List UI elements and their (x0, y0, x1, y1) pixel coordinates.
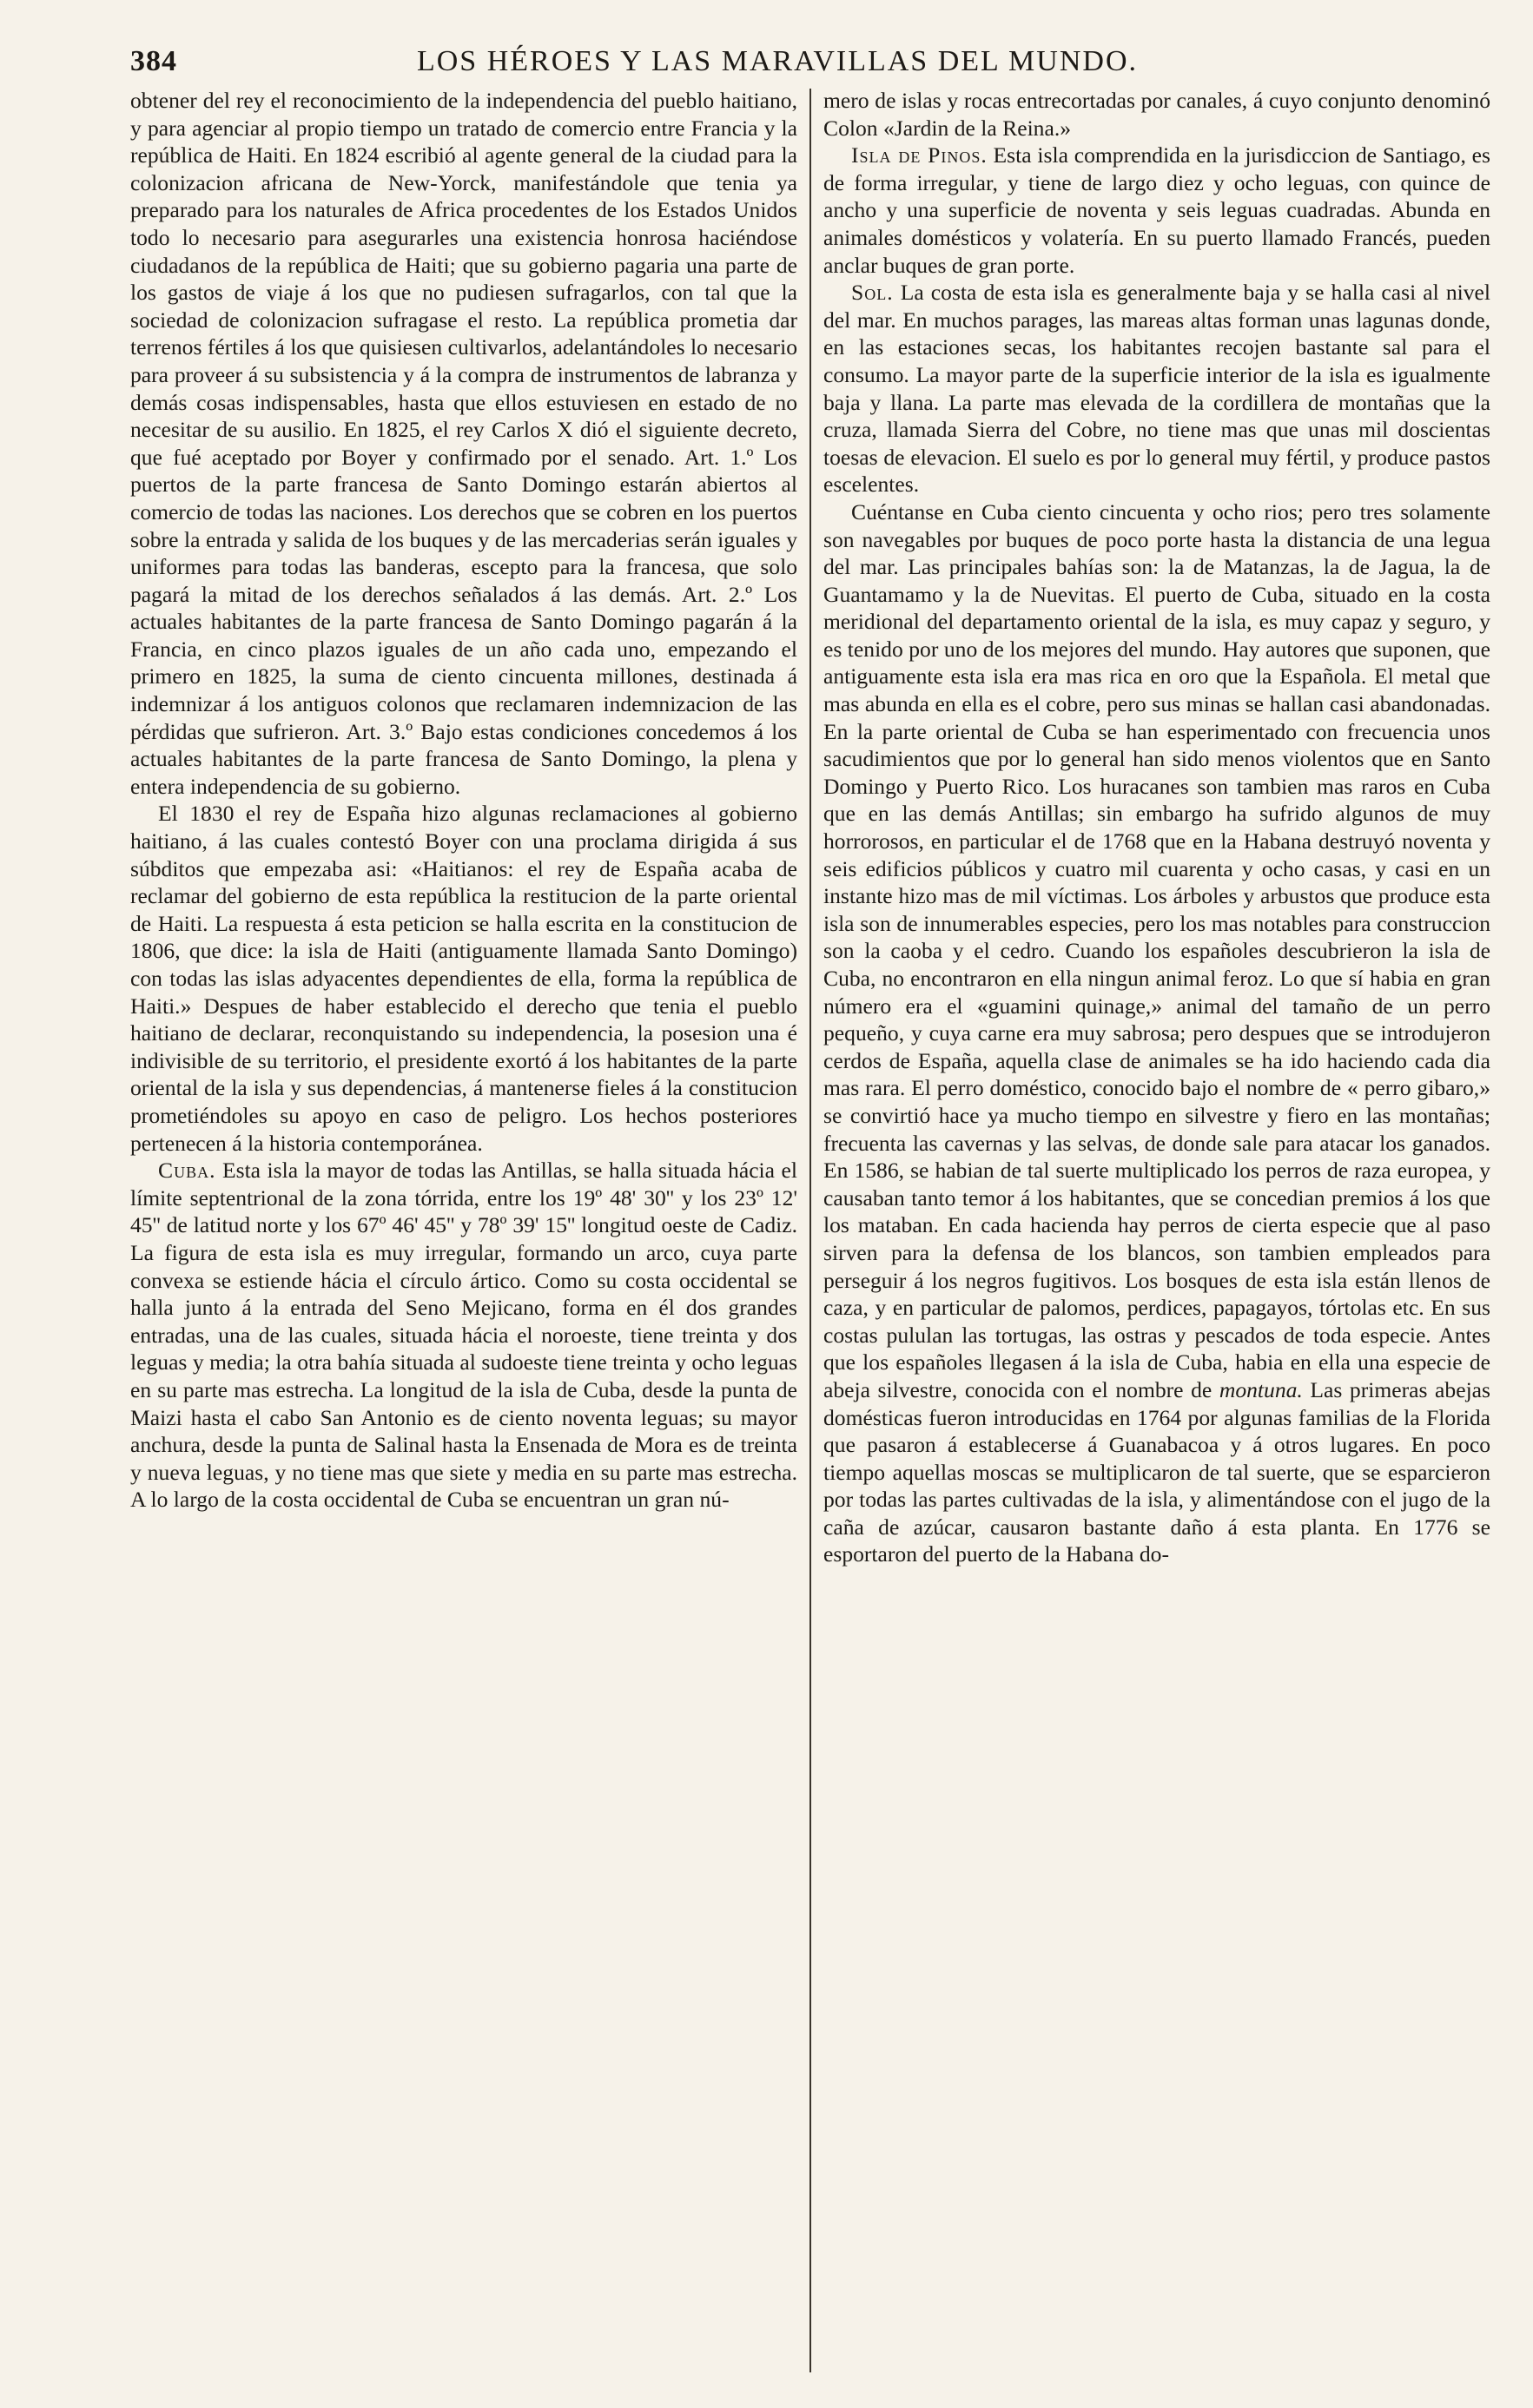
paragraph-cuba (130, 1157, 797, 1514)
right-column (823, 87, 1490, 1568)
paragraph-haiti-1830: El 1830 el rey de España hizo algunas reclamaciones al gobierno haitiano, á las cuales contestó Boyer con una proclama dirigida á sus súbditos que empezaba asi: «Haitianos: el rey de España acaba de reclamar del gobierno de esta república la restitucion de la parte oriental de Haiti. La respuesta á esta peticion se halla escrita en la constitucion de 1806, que dice: la isla de Haiti (antiguamente llamada Santo Domingo) con todas las islas adyacentes dependientes de ella, forma la república de Haiti.» Despues de haber establecido el derecho que tenia el pueblo haitiano de declarar, reconquistando su independencia, la posesion una é indivisible de su territorio, el presidente exortó á los habitantes de la parte oriental de la isla y sus dependencias, á mantenerse fieles á la constitucion prometiéndoles su apoyo en caso de peligro. Los hechos posteriores pertenecen á la historia contemporánea. (130, 801, 797, 1156)
paragraph-haiti-treaty: obtener del rey el reconocimiento de la independencia del pueblo haitiano, y para agenciar al propio tiempo un tratado de comercio entre Francia y la república de Haiti. En 1824 escribió al agente general de la ciudad para la colonizacion africana de New-Yorck, manifestándole que tenia ya preparado para los naturales de Africa procedentes de los Estados Unidos todo lo necesario para asegurarles una existencia honrosa haciéndose ciudadanos de la república de Haiti; que su gobierno pagaria una parte de los gastos de viaje á los que no pudiesen sufragarlos, con tal que la sociedad de colonizacion sufragase el resto. La república prometia dar terrenos fértiles á los que quisiesen cultivarlos, adelantándoles lo necesario para proveer á su subsistencia y á la compra de instrumentos de labranza y demás cosas indispensables, hasta que ellos estuviesen en estado de no necesitar de su ausilio. En 1825, el rey Carlos X dió el siguiente decreto, que fué aceptado por Boyer y confirmado por el senado. Art. 1.º Los puertos de la parte francesa de Santo Domingo estarán abiertos al comercio de todas las naciones. Los derechos que se cobren en los puertos sobre la entrada y salida de los buques y de las mercaderias serán iguales y uniformes para todas las banderas, escepto para la francesa, que solo pagará la mitad de los derechos señalados á las demás. Art. 2.º Los actuales habitantes de la parte francesa de Santo Domingo pagarán á la Francia, en cinco plazos iguales de un año cada uno, empezando el primero en 1825, la suma de ciento cincuenta millones, destinada á indemnizar á los antiguos colonos que reclamaren indemnizacion de las pérdidas que sufrieron. Art. 3.º Bajo estas condiciones concedemos á los actuales habitantes de la parte francesa de Santo Domingo, la plena y entera independencia de su gobierno. (130, 88, 797, 799)
running-title: LOS HÉROES Y LAS MARAVILLAS DEL MUNDO. (416, 45, 1138, 77)
page-number: 384 (130, 45, 177, 77)
paragraph-rios-text-b: Las primeras abejas domésticas fueron introducidas en 1764 por algunas familias de la Florida que pasaron á establecerse á Guanabacoa y á otros lugares. En poco tiempo aquellas moscas se multiplicaron de tal suerte, que se esparcieron por todas las partes cultivadas de la isla, y alimentándose con el jugo de la caña de azúcar, causaron bastante daño á esta planta. En 1776 se esportaron del puerto de la Habana do- (823, 1376, 1490, 1567)
paragraph-rios-text-a: Cuéntanse en Cuba ciento cincuenta y ocho rios; pero tres solamente son navegables por buques de poco porte hasta la distancia de una legua del mar. Las principales bahías son: la de Matanzas, la de Jagua, la de Guantamamo y la de Nuevitas. El puerto de Cuba, situado en la costa meridional del departamento oriental de la isla, es muy capaz y seguro, y es tenido por uno de los mejores del mundo. Hay autores que suponen, que antiguamente esta isla era mas rica en oro que la Española. El metal que mas abunda en ella es el cobre, pero sus minas se hallan casi abandonadas. En la parte oriental de Cuba se han esperimentado con frecuencia unos sacudimientos que por lo general han sido menos violentos que en Santo Domingo y Puerto Rico. Los huracanes son tambien mas raros en Cuba que en las demás Antillas; sin embargo ha sufrido algunos de muy horrorosos, en particular el de 1768 que en la Habana destruyó noventa y seis edificios públicos y cuatro mil cuarenta y ocho casas, y casi en un instante hizo mas de mil víctimas. Los árboles y arbustos que produce esta isla son de innumerables especies, pero los mas notables para construccion son la caoba y el cedro. Cuando los españoles descubrieron la isla de Cuba, no encontraron en ella ningun animal feroz. Lo que sí habia en gran número era el «guamini quinage,» animal del tamaño de un perro pequeño, y cuya carne era muy sabrosa; pero despues que se introdujeron cerdos de España, aquella clase de animales se ha ido haciendo cada dia mas rara. El perro doméstico, conocido bajo el nombre de « perro gibaro,» se convirtió hace ya mucho tiempo en silvestre y fiero en las montañas; frecuenta las cavernas y las selvas, de donde sale para atacar los ganados. En 1586, se habian de tal suerte multiplicado los perros de raza europea, y causaban tanto temor á los habitantes, que se concedian premios á los que los mataban. En cada hacienda hay perros de cierta especie que al paso sirven para la defensa de los blancos, son tambien empleados para perseguir á los negros fugitivos. Los bosques de esta isla están llenos de caza, y en particular de palomos, perdices, papagayos, tórtolas etc. En sus costas pululan las tortugas, las ostras y pescados de toda especie. Antes que los españoles llegasen á la isla de Cuba, habia en ella una especie de abeja silvestre, conocida con el nombre de (823, 498, 1490, 1402)
term-montuna: montuna. (1219, 1376, 1303, 1402)
paragraph-isla-de-pinos-text: Esta isla comprendida en la jurisdiccion de Santiago, es de forma irregular, y tiene de largo diez y ocho leguas, con quince de ancho y una superficie de noventa y seis leguas cuadradas. Abunda en animales domésticos y volatería. En su puerto llamado Francés, pueden anclar buques de gran porte. (823, 142, 1490, 278)
page-header (130, 45, 1424, 85)
paragraph-isla-de-pinos (823, 142, 1490, 279)
section-head-cuba: Cuba. (158, 1158, 216, 1184)
paragraph-rios-fauna (823, 498, 1490, 1568)
left-column (130, 87, 797, 1514)
paragraph-sol (823, 279, 1490, 498)
column-divider (809, 89, 811, 2372)
section-head-sol: Sol. (851, 280, 894, 306)
section-head-isla-de-pinos: Isla de Pinos. (851, 142, 988, 168)
paragraph-cuba-text: Esta isla la mayor de todas las Antillas, se halla situada hácia el límite septentrional de la zona tórrida, entre los 19º 48' 30'' y los 23º 12' 45'' de latitud norte y los 67º 46' 45'' y 78º 39' 15'' longitud oeste de Cadiz. La figura de esta isla es muy irregular, formando un arco, cuya parte convexa se estiende hácia el círculo ártico. Como su costa occidental se halla junto á la entrada del Seno Mejicano, forma en él dos grandes entradas, una de las cuales, situada hácia el noroeste, tiene treinta y dos leguas y media; la otra bahía situada al sudoeste tiene treinta y ocho leguas en su parte mas estrecha. La longitud de la isla de Cuba, desde la punta de Maizi hasta el cabo San Antonio es de ciento noventa leguas; su mayor anchura, desde la punta de Salinal hasta la Ensenada de Mora es de treinta y nueva leguas, y no tiene mas que siete y media en su parte mas estrecha. A lo largo de la costa occidental de Cuba se encuentran un gran nú- (130, 1158, 797, 1513)
paragraph-sol-text: La costa de esta isla es generalmente baja y se halla casi al nivel del mar. En muchos parages, las mareas altas forman unas lagunas donde, en las estaciones secas, los habitantes recojen bastante sal para el consumo. La mayor parte de la superficie interior de la isla es igualmente baja y llana. La parte mas elevada de la cordillera de montañas que la cruza, llamada Sierra del Cobre, no tiene mas que unas mil doscientas toesas de elevacion. El suelo es por lo general muy fértil, y produce pastos escelentes. (823, 280, 1490, 498)
paragraph-jardin-reina: mero de islas y rocas entrecortadas por canales, á cuyo conjunto denominó Colon «Jardin de la Reina.» (823, 88, 1490, 141)
